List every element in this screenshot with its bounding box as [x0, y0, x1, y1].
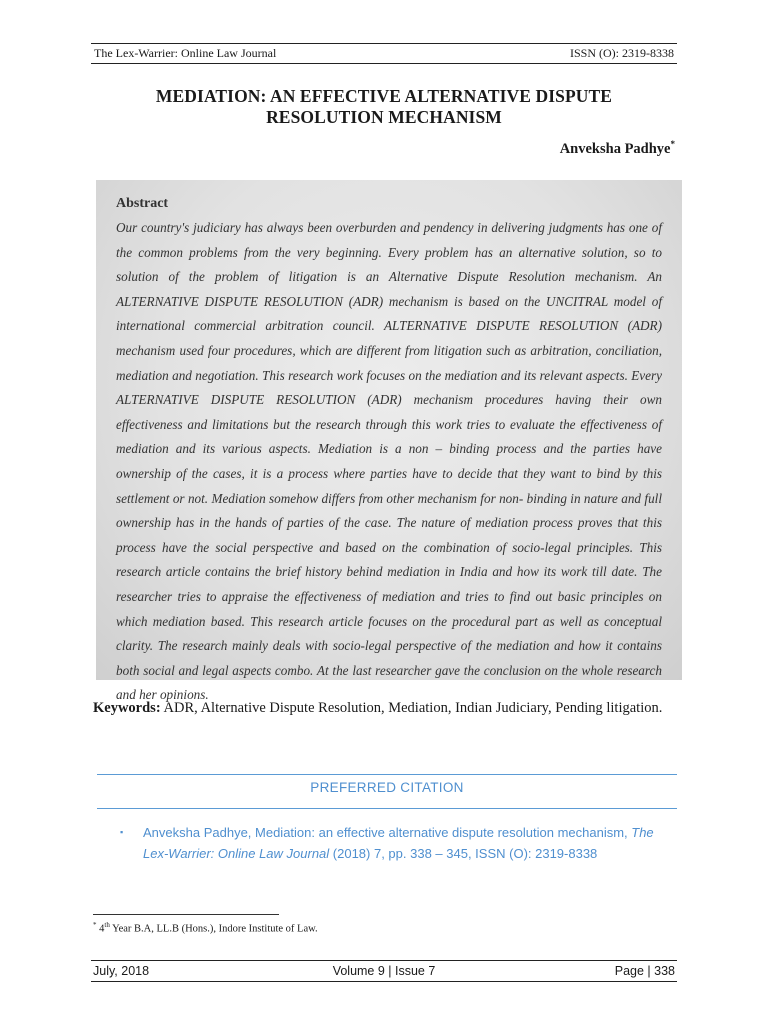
footnote	[93, 921, 318, 935]
running-footer	[91, 960, 677, 982]
title-line-2: RESOLUTION MECHANISM	[266, 107, 502, 127]
abstract-box	[96, 180, 682, 703]
footer-date: July, 2018	[93, 964, 150, 978]
citation-entry	[120, 822, 680, 864]
article-title	[91, 86, 677, 128]
footnote-text: Year B.A, LL.B (Hons.), Indore Institute of Law.	[109, 923, 318, 935]
issn-number: ISSN (O): 2319-8338	[570, 46, 674, 60]
citation-text	[143, 822, 680, 864]
citation-text-pre: Anveksha Padhye, Mediation: an effective alternative dispute resolution mechanism,	[143, 825, 632, 840]
citation-journal: The Lex-Warrier: Online Law Journal	[143, 825, 654, 861]
author-footnote-mark: *	[670, 139, 675, 149]
footnote-separator	[93, 914, 279, 915]
citation-heading: PREFERRED CITATION	[310, 780, 464, 795]
citation-bottom-rule	[97, 808, 677, 809]
running-header	[91, 43, 677, 64]
title-line-1: MEDIATION: AN EFFECTIVE ALTERNATIVE DISPUTE	[155, 86, 613, 106]
citation-top-rule	[97, 774, 677, 775]
footnote-mark: *	[93, 921, 97, 929]
footnote-year-number: 4	[99, 923, 105, 935]
footer-page: Page | 338	[614, 964, 675, 978]
keywords	[93, 700, 693, 717]
citation-text-post: (2018) 7, pp. 338 – 345, ISSN (O): 2319-8338	[329, 846, 598, 861]
journal-name: The Lex-Warrier: Online Law Journal	[94, 46, 277, 60]
footnote-year-suffix: th	[104, 921, 110, 929]
author-byline	[560, 139, 675, 158]
footer-volume: Volume 9 | Issue 7	[332, 964, 436, 978]
keywords-label: Keywords:	[93, 700, 161, 716]
bullet-icon: ▪	[120, 827, 124, 837]
keywords-list: ADR, Alternative Dispute Resolution, Mediation, Indian Judiciary, Pending litigation.	[163, 700, 663, 716]
abstract-text: Our country's judiciary has always been overburden and pendency in delivering judgments has one of the common problems from the very beginning. Every problem has an alternative solution, so to solution of the problem of litigation is an Alternative Dispute Resolution mechanism. An ALTERNATIVE DISPUTE RESOLUTION (ADR) mechanism is based on the UNCITRAL model of international commercial arbitration council. ALTERNATIVE DISPUTE RESOLUTION (ADR) mechanism used four procedures, which are different from litigation such as arbitration, conciliation, mediation and negotiation. This research work focuses on the mediation and its relevant aspects. Every ALTERNATIVE DISPUTE RESOLUTION (ADR) mechanism procedures having their own effectiveness and limitations but the research through this work tries to evaluate the effectiveness of mediation and its various aspects. Mediation is a non – binding process and the parties have ownership of the cases, it is a process where parties have to decide that they want to bind by this settlement or not. Mediation somehow differs from other mechanism for non- binding in nature and full ownership has in the hands of parties of the case. The nature of mediation process proves that this process have the social perspective and based on the combination of socio-legal principles. This research article contains the brief history behind mediation in India and how its work till date. The researcher tries to appraise the effectiveness of mediation and tries to find out basic principles on which mediation based. This research article focuses on the procedural part as well as conceptual clarity. The research mainly deals with socio-legal perspective of the mediation and how it contains both social and legal aspects combo. At the last researcher gave the conclusion on the whole research and her opinions.	[116, 220, 662, 703]
author-name: Anveksha Padhye	[559, 140, 671, 157]
abstract-heading: Abstract	[116, 196, 169, 211]
